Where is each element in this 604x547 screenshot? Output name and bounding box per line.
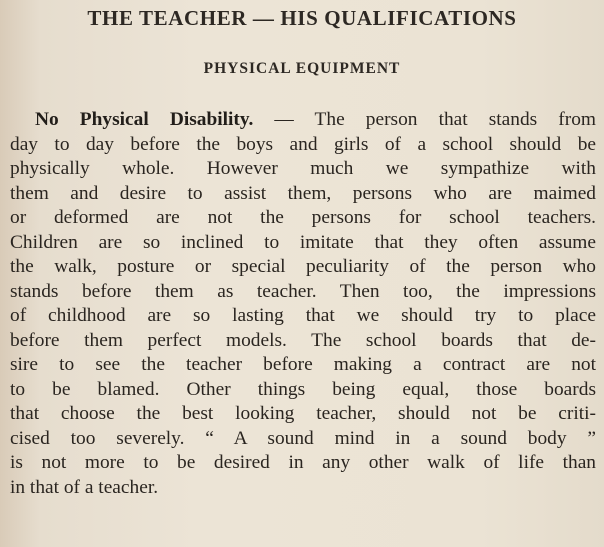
- paragraph-line-2: day to day before the boys and girls of a school should be: [10, 133, 596, 155]
- paragraph-line-3: physically whole. However much we sympathize with: [10, 158, 596, 179]
- paragraph-line-16: in that of a teacher.: [10, 476, 159, 498]
- section-title: PHYSICAL EQUIPMENT: [203, 60, 401, 77]
- running-head: THE TEACHER — HIS QUALIFICATIONS: [87, 6, 517, 30]
- paragraph-line-5: or deformed are not the persons for school teachers.: [10, 207, 596, 228]
- paragraph-line-1-text: — The person that stands from: [253, 109, 596, 130]
- paragraph-line-4: them and desire to assist them, persons who are maimed: [10, 182, 596, 204]
- paragraph-heading: No Physical Disability.: [35, 109, 254, 130]
- paragraph-line-8: stands before them as teacher. Then too, the impressions: [10, 280, 596, 302]
- paragraph-line-14: cised too severely. “ A sound mind in a sound body ”: [10, 427, 596, 449]
- paragraph-line-10: before them perfect models. The school boards that de-: [10, 329, 596, 351]
- paragraph-line-12: to be blamed. Other things being equal, those boards: [10, 378, 596, 400]
- body-paragraph: [10, 108, 596, 500]
- paragraph-line-1: [10, 108, 596, 133]
- paragraph-line-11: sire to see the teacher before making a contract are not: [10, 354, 596, 375]
- paragraph-line-6: Children are so inclined to imitate that they often assume: [10, 231, 596, 253]
- paragraph-line-15: is not more to be desired in any other walk of life than: [10, 452, 596, 473]
- paragraph-line-7: the walk, posture or special peculiarity of the person who: [10, 256, 596, 277]
- paragraph-line-9: of childhood are so lasting that we should try to place: [10, 305, 596, 326]
- paragraph-line-13: that choose the best looking teacher, should not be criti-: [10, 403, 596, 424]
